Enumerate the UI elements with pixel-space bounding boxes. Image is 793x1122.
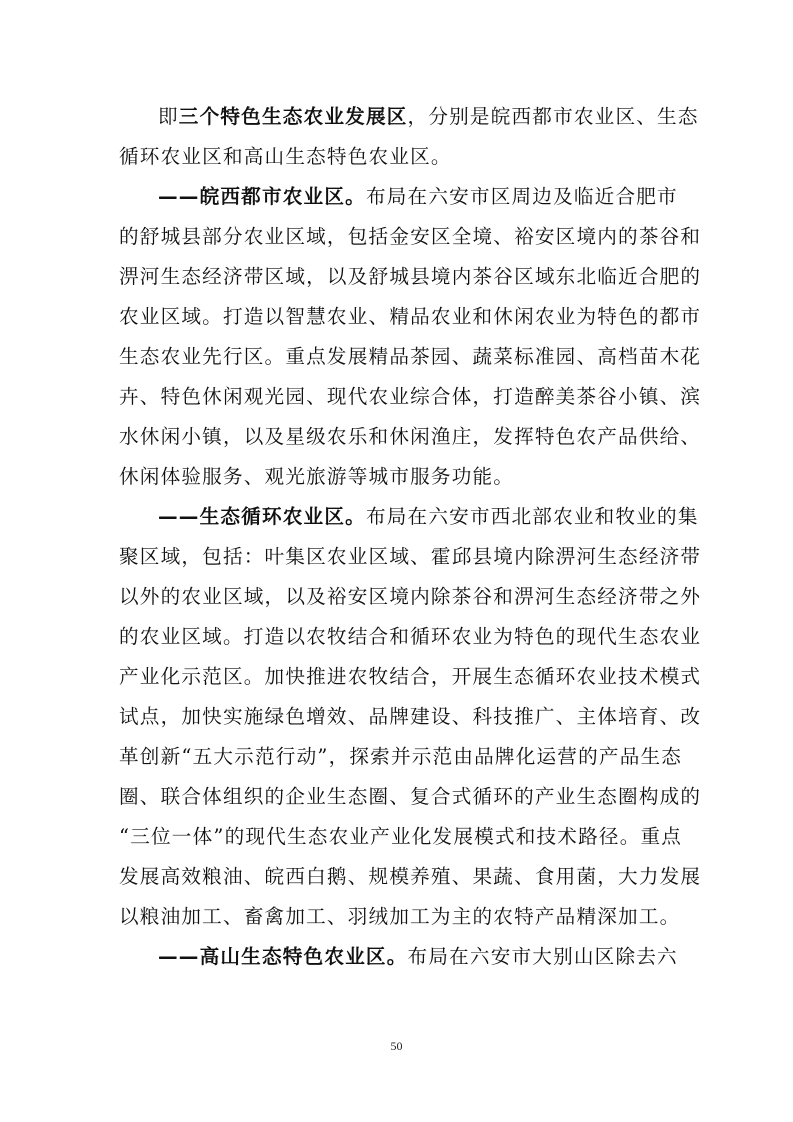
body-text: 圈、联合体组织的企业生态圈、复合式循环的产业生态圈构成的: [119, 785, 702, 808]
body-text: 淠河生态经济带区域，以及舒城县境内茶谷区域东北临近合肥的: [119, 265, 702, 288]
bold-text: ——高山生态特色农业区。: [158, 945, 408, 968]
body-text: 产业化示范区。加快推进农牧结合，开展生态循环农业技术模式: [119, 665, 702, 688]
text-line: [119, 577, 702, 617]
text-line: [119, 777, 702, 817]
text-line: [119, 337, 702, 377]
body-text: 以外的农业区域，以及裕安区境内除茶谷和淠河生态经济带之外: [119, 585, 702, 608]
body-text: 卉、特色休闲观光园、现代农业综合体，打造醉美茶谷小镇、滨: [119, 385, 702, 408]
body-text: 布局在六安市区周边及临近合肥市: [365, 185, 678, 208]
text-line: [119, 217, 702, 257]
text-line: [119, 617, 702, 657]
text-line: [119, 177, 679, 217]
body-text: 聚区域，包括：叶集区农业区域、霍邱县境内除淠河生态经济带: [119, 545, 702, 568]
body-text: 发展高效粮油、皖西白鹅、规模养殖、果蔬、食用菌，大力发展: [119, 865, 702, 888]
text-line: [119, 697, 702, 737]
body-text: 的农业区域。打造以农牧结合和循环农业为特色的现代生态农业: [119, 625, 702, 648]
text-line: [119, 897, 679, 937]
body-text: “三位一体”的现代生态农业产业化发展模式和技术路径。重点: [119, 825, 683, 848]
text-line: [119, 377, 702, 417]
text-line: [119, 537, 702, 577]
text-line: [119, 737, 683, 777]
text-line: [119, 97, 699, 137]
body-text: 生态农业先行区。重点发展精品茶园、蔬菜标准园、高档苗木花: [119, 345, 702, 368]
paragraph: [119, 937, 679, 977]
body-text: 布局在六安市西北部农业和牧业的集: [365, 505, 699, 528]
text-line: [119, 257, 702, 297]
paragraph: [119, 497, 702, 937]
paragraph: [119, 97, 699, 177]
text-line: [119, 497, 699, 537]
text-line: [119, 657, 702, 697]
bold-text: ——皖西都市农业区。: [158, 185, 366, 208]
body-text: 试点，加快实施绿色增效、品牌建设、科技推广、主体培育、改: [119, 705, 702, 728]
body-text: 农业区域。打造以智慧农业、精品农业和休闲农业为特色的都市: [119, 305, 702, 328]
body-text: 即: [158, 105, 179, 128]
page-number: 50: [390, 1039, 403, 1053]
text-line: [119, 417, 702, 457]
text-line: [119, 297, 702, 337]
body-text: 循环农业区和高山生态特色农业区。: [119, 145, 452, 168]
text-line: [119, 457, 679, 497]
body-text: 以粮油加工、畜禽加工、羽绒加工为主的农特产品精深加工。: [119, 905, 681, 928]
text-line: [119, 817, 683, 857]
body-text: 革创新“五大示范行动”，探索并示范由品牌化运营的产品生态: [119, 745, 683, 768]
body-text: 水休闲小镇，以及星级农乐和休闲渔庄，发挥特色农产品供给、: [119, 425, 702, 448]
body-text: 的舒城县部分农业区域，包括金安区全境、裕安区境内的茶谷和: [119, 225, 702, 248]
paragraph: [119, 177, 702, 497]
body-text: ，分别是皖西都市农业区、生态: [407, 105, 699, 128]
bold-text: 三个特色生态农业发展区: [178, 105, 408, 128]
text-line: [119, 857, 702, 897]
body-text: 休闲体验服务、观光旅游等城市服务功能。: [119, 465, 515, 488]
document-body: [119, 97, 702, 977]
bold-text: ——生态循环农业区。: [158, 505, 366, 528]
body-text: 布局在六安市大别山区除去六: [407, 945, 678, 968]
text-line: [119, 937, 679, 977]
text-line: [119, 137, 679, 177]
